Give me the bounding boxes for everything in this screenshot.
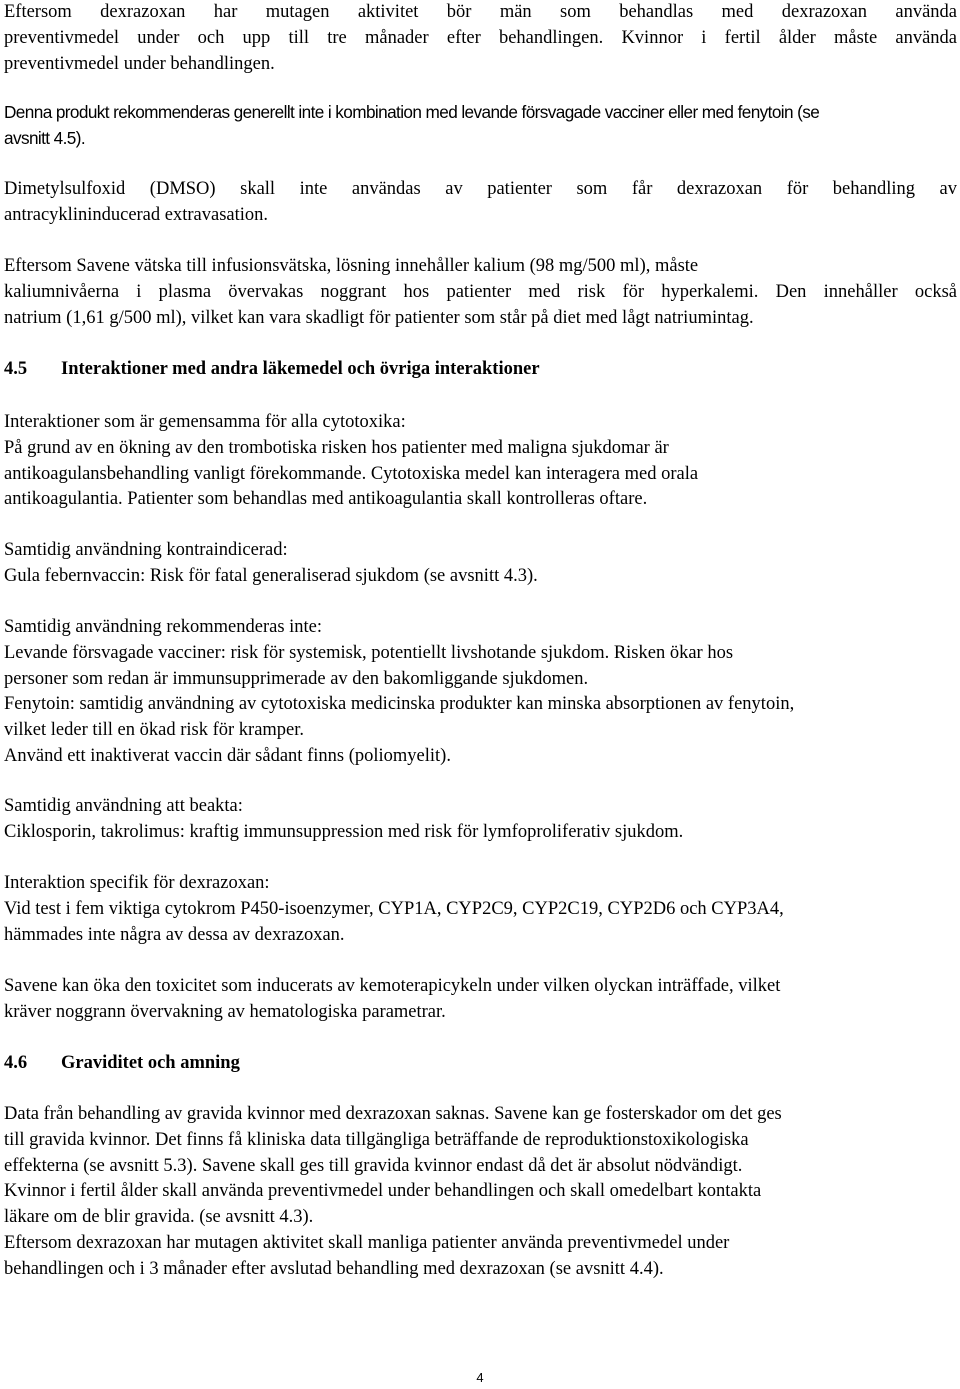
section-heading-4-5 — [4, 357, 540, 383]
text-line: Eftersom dexrazoxan har mutagen aktivitet bör män som behandlas med dexrazoxan använda — [4, 2, 957, 22]
text-line: Fenytoin: samtidig användning av cytotoxiska medicinska produkter kan minska absorptionen av fenytoin, — [4, 694, 795, 715]
paragraph-potassium — [4, 254, 957, 331]
text-line: läkare om de blir gravida. (se avsnitt 4.3). — [4, 1207, 314, 1228]
text-line: Levande försvagade vacciner: risk för systemisk, potentiellt livshotande sjukdom. Risken ökar hos — [4, 642, 734, 663]
text-line: Kvinnor i fertil ålder skall använda preventivmedel under behandlingen och skall omedelbart kontakta — [4, 1181, 762, 1202]
text-line: hämmades inte några av dessa av dexrazoxan. — [4, 924, 345, 945]
text-line: Eftersom Savene vätska till infusionsvätska, lösning innehåller kalium (98 mg/500 ml), måste — [4, 256, 699, 276]
text-line: Interaktion specifik för dexrazoxan: — [4, 873, 270, 893]
text-line: preventivmedel under behandlingen. — [4, 53, 275, 74]
paragraph-contraindicated — [4, 538, 957, 590]
text-line: Data från behandling av gravida kvinnor med dexrazoxan saknas. Savene kan ge fosterskador om det ges — [4, 1104, 782, 1124]
text-line: preventivmedel under och upp till tre månader efter behandlingen. Kvinnor i fertil ålder måste använda — [4, 27, 957, 48]
text-line: personer som redan är immunsupprimerade av den bakomliggande sjukdomen. — [4, 668, 589, 689]
paragraph-dexrazoxan-men — [4, 0, 957, 77]
text-line: Dimetylsulfoxid (DMSO) skall inte användas av patienter som får dexrazoxan för behandling av — [4, 179, 957, 199]
paragraph-dmso — [4, 177, 957, 229]
section-title: Interaktioner med andra läkemedel och övriga interaktioner — [61, 359, 540, 379]
text-line: kräver noggrann övervakning av hematologiska parametrar. — [4, 1001, 446, 1022]
paragraph-pregnancy — [4, 1102, 957, 1283]
text-line: Samtidig användning att beakta: — [4, 796, 243, 816]
paragraph-cytotoxic-interactions — [4, 410, 957, 513]
text-line: vilket leder till en ökad risk för kramper. — [4, 720, 305, 741]
text-line: Samtidig användning kontraindicerad: — [4, 540, 288, 560]
paragraph-toxicity — [4, 974, 957, 1026]
text-line: Denna produkt rekommenderas generellt inte i kombination med levande försvagade vacciner eller med fenytoin (se — [4, 102, 820, 122]
paragraph-vaccine-recommendation — [4, 100, 957, 152]
text-line: Interaktioner som är gemensamma för alla cytotoxika: — [4, 412, 406, 432]
text-line: avsnitt 4.5). — [4, 127, 86, 148]
page-number: 4 — [476, 1370, 484, 1385]
text-line: Använd ett inaktiverat vaccin där sådant finns (poliomyelit). — [4, 745, 451, 766]
text-line: kaliumnivåerna i plasma övervakas noggrant hos patienter med risk för hyperkalemi. Den innehåller också — [4, 281, 957, 302]
text-line: behandlingen och i 3 månader efter avslutad behandling med dexrazoxan (se avsnitt 4.4). — [4, 1258, 664, 1279]
paragraph-not-recommended — [4, 615, 957, 770]
text-line: effekterna (se avsnitt 5.3). Savene skall ges till gravida kvinnor endast då det är absolut nödvändigt. — [4, 1155, 743, 1176]
text-line: Vid test i fem viktiga cytokrom P450-isoenzymer, CYP1A, CYP2C9, CYP2C19, CYP2D6 och CYP3A4, — [4, 898, 784, 919]
paragraph-consider — [4, 794, 957, 846]
text-line: Gula febernvaccin: Risk för fatal generaliserad sjukdom (se avsnitt 4.3). — [4, 565, 538, 586]
text-line: till gravida kvinnor. Det finns få kliniska data tillgängliga beträffande de reproduktionstoxikologiska — [4, 1129, 749, 1150]
section-number: 4.6 — [4, 1053, 28, 1073]
section-title: Graviditet och amning — [61, 1053, 240, 1073]
paragraph-dexrazoxan-specific — [4, 871, 957, 948]
section-number: 4.5 — [4, 359, 28, 379]
text-line: antikoagulansbehandling vanligt förekommande. Cytotoxiska medel kan interagera med orala — [4, 463, 699, 484]
text-line: natrium (1,61 g/500 ml), vilket kan vara skadligt för patienter som står på diet med lågt natriumintag. — [4, 307, 754, 328]
text-line: antracyklininducerad extravasation. — [4, 204, 269, 225]
text-line: På grund av en ökning av den trombotiska risken hos patienter med maligna sjukdomar är — [4, 437, 669, 458]
text-line: Ciklosporin, takrolimus: kraftig immunsuppression med risk för lymfoproliferativ sjukdom. — [4, 821, 684, 842]
text-line: antikoagulantia. Patienter som behandlas med antikoagulantia skall kontrolleras oftare. — [4, 489, 648, 510]
text-line: Samtidig användning rekommenderas inte: — [4, 617, 323, 637]
section-heading-4-6 — [4, 1051, 240, 1077]
text-line: Eftersom dexrazoxan har mutagen aktivitet skall manliga patienter använda preventivmedel under — [4, 1232, 730, 1253]
text-line: Savene kan öka den toxicitet som inducerats av kemoterapicykeln under vilken olyckan inträffade, vilket — [4, 976, 781, 996]
